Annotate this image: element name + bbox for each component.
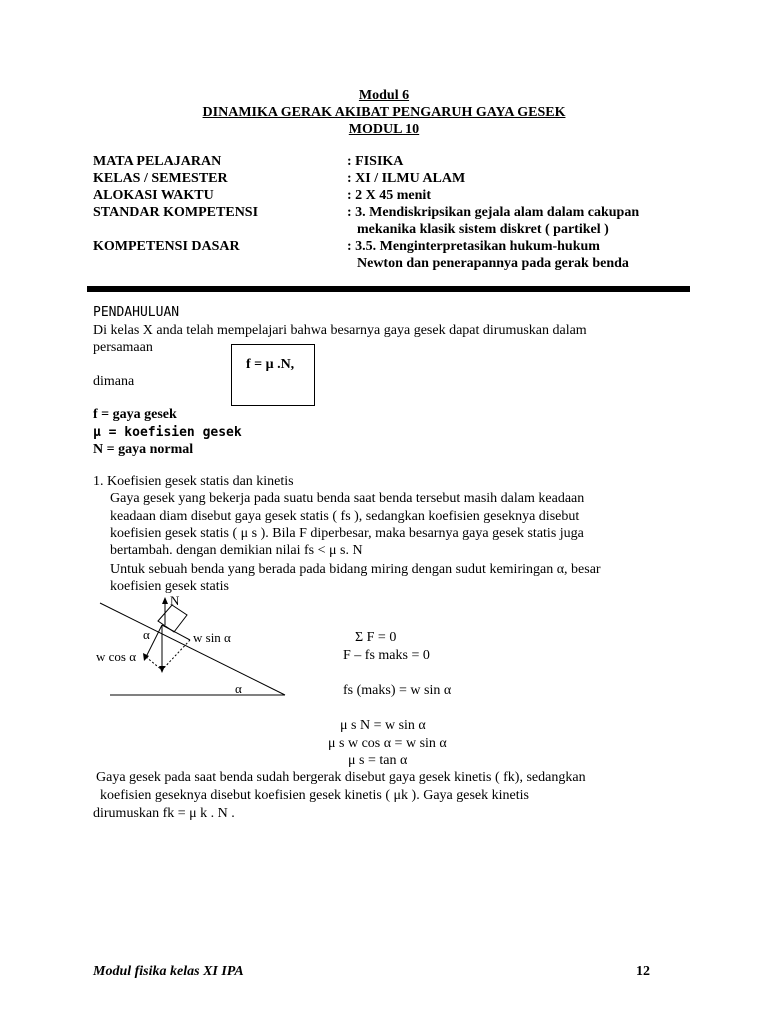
- section-text-line: Gaya gesek yang bekerja pada suatu benda saat benda tersebut masih dalam keadaan: [110, 491, 585, 506]
- kinetic-text-line: Gaya gesek pada saat benda sudah bergerak disebut gaya gesek kinetis ( fk), sedangkan: [96, 770, 586, 785]
- definition-mu: μ = koefisien gesek: [93, 425, 242, 440]
- page-number: 12: [636, 964, 650, 979]
- normal-force-arrowhead: [162, 597, 168, 604]
- meta-value-basic-cont: Newton dan penerapannya pada gerak benda: [357, 256, 629, 271]
- definition-n: N = gaya normal: [93, 442, 194, 457]
- meta-label-basic: KOMPETENSI DASAR: [93, 239, 240, 254]
- component-dash: [162, 640, 190, 670]
- equation-mu-tan: μ s = tan α: [348, 753, 408, 768]
- equation-max-friction: fs (maks) = w sin α: [343, 683, 452, 698]
- wsin-line: [162, 625, 190, 640]
- meta-value-class: : XI / ILMU ALAM: [347, 171, 466, 186]
- module-subtitle: MODUL 10: [348, 122, 420, 137]
- label-n: N: [170, 595, 180, 608]
- intro-heading: PENDAHULUAN: [93, 305, 180, 320]
- intro-paragraph-cont: persamaan: [93, 340, 153, 355]
- module-number: Modul 6: [358, 88, 410, 103]
- meta-value-standard: : 3. Mendiskripsikan gejala alam dalam cakupan: [347, 205, 640, 220]
- meta-label-subject: MATA PELAJARAN: [93, 154, 222, 169]
- meta-value-standard-cont: mekanika klasik sistem diskret ( partikel ): [357, 222, 609, 237]
- section-text-line: koefisien gesek statis: [110, 579, 229, 594]
- module-title: DINAMIKA GERAK AKIBAT PENGARUH GAYA GESEK: [202, 105, 566, 120]
- footer-course: Modul fisika kelas XI IPA: [93, 964, 244, 979]
- section-text-line: bertambah. dengan demikian nilai fs < μ s. N: [110, 543, 363, 558]
- meta-value-time: : 2 X 45 menit: [347, 188, 431, 203]
- inclined-plane-diagram: [90, 595, 300, 705]
- intro-dimana: dimana: [93, 374, 135, 389]
- formula-box: [231, 344, 315, 406]
- label-alpha-base: α: [235, 681, 242, 696]
- intro-paragraph: Di kelas X anda telah mempelajari bahwa besarnya gaya gesek dapat dirumuskan dalam: [93, 323, 587, 338]
- meta-value-subject: : FISIKA: [347, 154, 404, 169]
- section-heading: 1. Koefisien gesek statis dan kinetis: [93, 474, 294, 489]
- meta-label-standard: STANDAR KOMPETENSI: [93, 205, 259, 220]
- meta-label-class: KELAS / SEMESTER: [93, 171, 228, 186]
- equation-mu-n: μ s N = w sin α: [340, 718, 426, 733]
- equation-force-balance: F – fs maks = 0: [343, 648, 430, 663]
- section-text-line: Untuk sebuah benda yang berada pada bidang miring dengan sudut kemiringan α, besar: [110, 562, 601, 577]
- kinetic-text-line: koefisien geseknya disebut koefisien gesek kinetis ( μk ). Gaya gesek kinetis: [100, 788, 529, 803]
- meta-label-time: ALOKASI WAKTU: [93, 188, 214, 203]
- section-text-line: keadaan diam disebut gaya gesek statis ( fs ), sedangkan koefisien geseknya disebut: [110, 509, 580, 524]
- definition-f: f = gaya gesek: [93, 407, 177, 422]
- component-dash: [146, 657, 162, 670]
- section-text-line: koefisien gesek statis ( μ s ). Bila F diperbesar, maka besarnya gaya gesek statis juga: [110, 526, 584, 541]
- equation-sum-force: Σ F = 0: [355, 630, 397, 645]
- friction-formula: f = μ .N,: [246, 357, 295, 372]
- equation-mu-wcos: μ s w cos α = w sin α: [328, 736, 447, 751]
- label-alpha-top: α: [143, 627, 150, 642]
- meta-value-basic: : 3.5. Menginterpretasikan hukum-hukum: [347, 239, 600, 254]
- label-wsin: w sin α: [193, 630, 231, 645]
- section-divider: [87, 286, 690, 292]
- kinetic-text-line: dirumuskan fk = μ k . N .: [93, 806, 235, 821]
- label-wcos: w cos α: [96, 649, 137, 664]
